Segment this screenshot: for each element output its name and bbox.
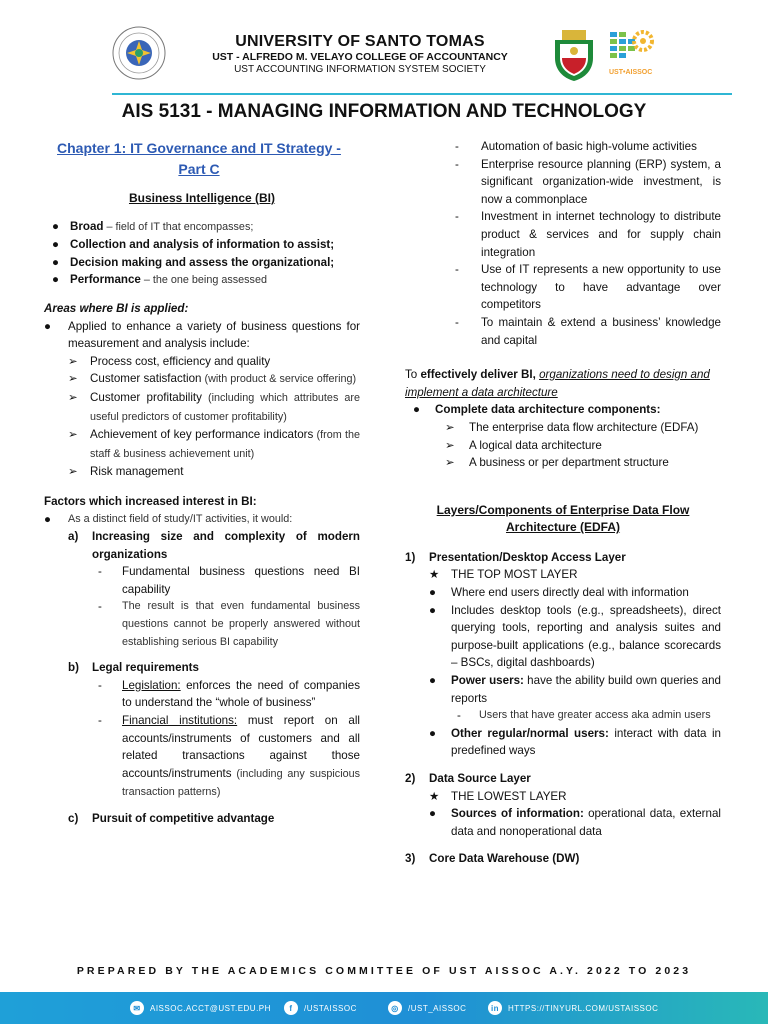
chapter-title: Chapter 1: IT Governance and IT Strategy - Part C [57,140,341,177]
edfa-section-title: Layers/Components of Enterprise Data Flow Architecture (EDFA) [436,502,690,535]
facebook-contact[interactable] [284,992,357,1024]
facebook-icon: f [284,1001,298,1015]
instagram-icon: ◎ [388,1001,402,1015]
list-item: ● Applied to enhance a variety of business questions for measurement and analysis include: [44,319,360,351]
list-item: - Automation of basic high-volume activities [455,140,697,153]
list-item: ● Broad – field of IT that encompasses; [52,219,254,233]
list-item: ➢ Achievement of key performance indicators (from the staff & business achievement unit) [68,428,360,460]
list-item: ➢ Customer profitability (including which attributes are useful predictors of customer profitability) [68,390,360,423]
layer-1: 1) Presentation/Desktop Access Layer ★ THE TOP MOST LAYER ● Where end users directly deal with information ● Includes desktop tools (e.g., spreadsheets), direct querying tools, reporting and analysis suites and purpose-built applications (e.g., balance scorecards – BSCs, digital dashboards) ● Power users: have the ability build own queries and reports - Users that have greater access aka admin users ● Other regular/normal users: interact with data in predefined ways [405,549,721,760]
deliver-bi-text: To effectively deliver BI, organizations need to design and implement a data architecture [405,368,710,399]
linkedin-icon: in [488,1001,502,1015]
header-divider [112,93,732,95]
bi-section-title: Business Intelligence (BI) [128,191,276,205]
list-item: ● Other regular/normal users: interact with data in predefined ways [429,726,721,758]
list-item: - Fundamental business questions need BI capability [98,565,360,596]
list-item: - Financial institutions: must report on all accounts/instruments of customers and all related transactions against those accounts/instruments (including any suspicious transaction patterns) [98,714,360,799]
list-item: - Investment in internet technology to distribute product & services and for supply chain integration [455,210,721,259]
aissoc-seal-logo [112,26,166,80]
list-item: ● Includes desktop tools (e.g., spreadsheets), direct querying tools, reporting and analysis suites and purpose-built applications (e.g., balance scorecards – BSCs, digital dashboards) [429,603,721,670]
link-contact[interactable] [488,992,658,1024]
list-item: ● As a distinct field of study/IT activities, it would: [44,512,293,526]
list-item: ➢ Process cost, efficiency and quality [68,354,271,368]
list-item: ● Sources of information: operational data, external data and nonoperational data [429,807,721,838]
factor-c: c) Pursuit of competitive advantage [68,812,275,825]
document-title: AIS 5131 - MANAGING INFORMATION AND TECHNOLOGY [121,101,647,122]
list-item: ➢ The enterprise data flow architecture (EDFA) [445,420,699,434]
list-item: ● Performance – the one being assessed [52,273,267,287]
instagram-contact[interactable] [388,992,466,1024]
layer-3: 3) Core Data Warehouse (DW) [405,852,580,866]
link-text: HTTPS://TINYURL.COM/USTAISSOC [508,1003,659,1013]
prepared-by-text: PREPARED BY THE ACADEMICS COMMITTEE OF UST AISSOC A.Y. 2022 TO 2023 [76,965,692,977]
list-item: ★ THE TOP MOST LAYER [429,568,578,582]
footer-contact-bar [0,992,768,1024]
society-name: UST ACCOUNTING INFORMATION SYSTEM SOCIETY [234,64,486,75]
instagram-text: /UST_AISSOC [408,1003,467,1013]
list-item: ➢ Customer satisfaction (with product & service offering) [68,372,357,386]
list-item: ➢ A business or per department structure [445,456,669,470]
areas-list [44,353,360,481]
list-item: - To maintain & extend a business’ knowledge and capital [455,315,721,347]
facebook-text: /USTAISSOC [304,1003,357,1013]
list-item: ➢ Risk management [68,465,184,479]
continued-list [405,138,721,349]
layer-2: 2) Data Source Layer ★ THE LOWEST LAYER ● Sources of information: operational data, external data and nonoperational data [405,770,721,840]
list-item: - Use of IT represents a new opportunity to use technology to have advantage over competitors [455,263,721,312]
list-item: ★ THE LOWEST LAYER [429,789,567,803]
mail-icon: ✉ [130,1001,144,1015]
logo-wordmark: UST•AISSOC [609,69,653,76]
factor-a: a) Increasing size and complexity of modern organizations - Fundamental business questions need BI capability - The result is that even fundamental business questions cannot be properly answered without establishing serious BI capability [44,528,360,651]
areas-title: Areas where BI is applied: [44,301,189,315]
list-item: - Enterprise resource planning (ERP) system, a significant organization-wide investment, is now a commonplace [455,157,721,206]
ust-aissoc-logo [608,26,656,80]
email-text: AISSOC.ACCT@UST.EDU.PH [150,1003,271,1013]
list-item: - The result is that even fundamental business questions cannot be properly answered without establishing serious BI capability [98,600,360,648]
list-item: - Legislation: enforces the need of companies to understand the “whole of business” [98,678,360,710]
list-item: - Users that have greater access aka admin users [457,709,711,723]
list-item: ● Decision making and assess the organizational; [52,255,335,269]
bi-definition-list [44,218,360,290]
list-item: ● Where end users directly deal with information [429,586,689,600]
list-item: ● Collection and analysis of information to assist; [52,238,335,252]
college-crest-logo [549,28,599,82]
left-column [44,138,360,828]
college-name: UST - ALFREDO M. VELAYO COLLEGE OF ACCOUNTANCY [212,51,508,63]
list-item: ➢ A logical data architecture [445,438,602,452]
university-name: UNIVERSITY OF SANTO TOMAS [235,33,485,50]
list-item: ● Power users: have the ability build own queries and reports [429,674,721,705]
list-item: ● Complete data architecture components: [413,403,661,417]
right-column [405,138,721,868]
components-list [405,419,721,472]
email-contact[interactable] [130,992,271,1024]
page-header [0,0,768,92]
factors-title: Factors which increased interest in BI: [44,494,257,508]
factor-b: b) Legal requirements - Legislation: enforces the need of companies to understand the “whole of business” - Financial institutions: must report on all accounts/instruments of customers and all related transactions against those accounts/instruments (including any suspicious transaction patterns) [44,659,360,802]
